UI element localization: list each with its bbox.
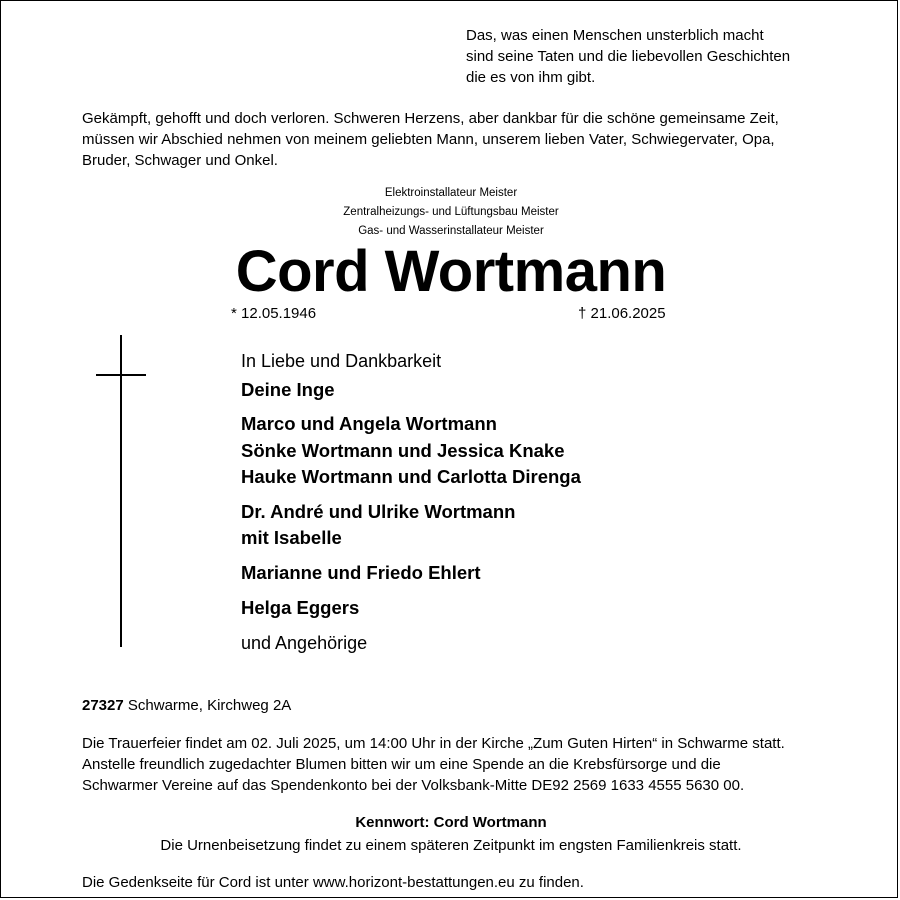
title-line: Zentralheizungs- und Lüftungsbau Meister: [343, 206, 559, 218]
intro-text: [82, 108, 842, 171]
urn-burial-note: Die Urnenbeisetzung findet zu einem späteren Zeitpunkt im engsten Familienkreis statt.: [160, 837, 742, 854]
birth-date: * 12.05.1946: [231, 305, 317, 322]
mourner-line: Hauke Wortmann und Carlotta Direnga: [241, 466, 581, 487]
memorial-quote: [466, 25, 866, 88]
mourner-line: Marco und Angela Wortmann: [241, 413, 497, 434]
service-line: Anstelle freundlich zugedachter Blumen bitten wir um eine Spende an die Krebsfürsorge und die: [82, 756, 721, 773]
mourner-wife: Deine Inge: [241, 379, 335, 400]
service-line: Schwarmer Vereine auf das Spendenkonto bei der Volksbank-Mitte DE92 2569 1633 4555 5630 00.: [82, 777, 745, 794]
intro-line: müssen wir Abschied nehmen von meinem geliebten Mann, unserem lieben Vater, Schwiegervater, Opa,: [82, 131, 775, 148]
mourner-line: Dr. André und Ulrike Wortmann: [241, 501, 516, 522]
cross-icon: [120, 335, 122, 647]
donation-keyword: Kennwort: Cord Wortmann: [355, 814, 547, 831]
mourner-line: Helga Eggers: [241, 597, 360, 618]
quote-line: Das, was einen Menschen unsterblich macht: [466, 27, 764, 44]
quote-line: sind seine Taten und die liebevollen Geschichten: [466, 48, 791, 65]
mourners-opening: In Liebe und Dankbarkeit: [241, 351, 442, 371]
service-info: [82, 733, 842, 796]
address-place: Schwarme, Kirchweg 2A: [127, 697, 292, 714]
intro-line: Bruder, Schwager und Onkel.: [82, 152, 278, 169]
family-address: [82, 695, 291, 716]
address-postcode: 27327: [82, 697, 124, 714]
cross-icon-bar: [96, 374, 146, 376]
title-line: Gas- und Wasserinstallateur Meister: [358, 225, 544, 237]
memorial-page-note: Die Gedenkseite für Cord ist unter www.horizont-bestattungen.eu zu finden.: [82, 874, 584, 891]
mourners-closing: und Angehörige: [241, 633, 368, 653]
intro-line: Gekämpft, gehofft und doch verloren. Schweren Herzens, aber dankbar für die schöne gemeinsame Zeit,: [82, 110, 779, 127]
mourner-line: Marianne und Friedo Ehlert: [241, 562, 481, 583]
service-line: Die Trauerfeier findet am 02. Juli 2025, um 14:00 Uhr in der Kirche „Zum Guten Hirten“ in Schwarme statt.: [82, 735, 785, 752]
professional-titles: [251, 184, 651, 241]
quote-line: die es von ihm gibt.: [466, 69, 596, 86]
mourner-line: Sönke Wortmann und Jessica Knake: [241, 440, 565, 461]
mourner-line: mit Isabelle: [241, 527, 342, 548]
death-date: † 21.06.2025: [578, 305, 666, 322]
title-line: Elektroinstallateur Meister: [384, 187, 518, 199]
deceased-name: Cord Wortmann: [235, 239, 667, 304]
